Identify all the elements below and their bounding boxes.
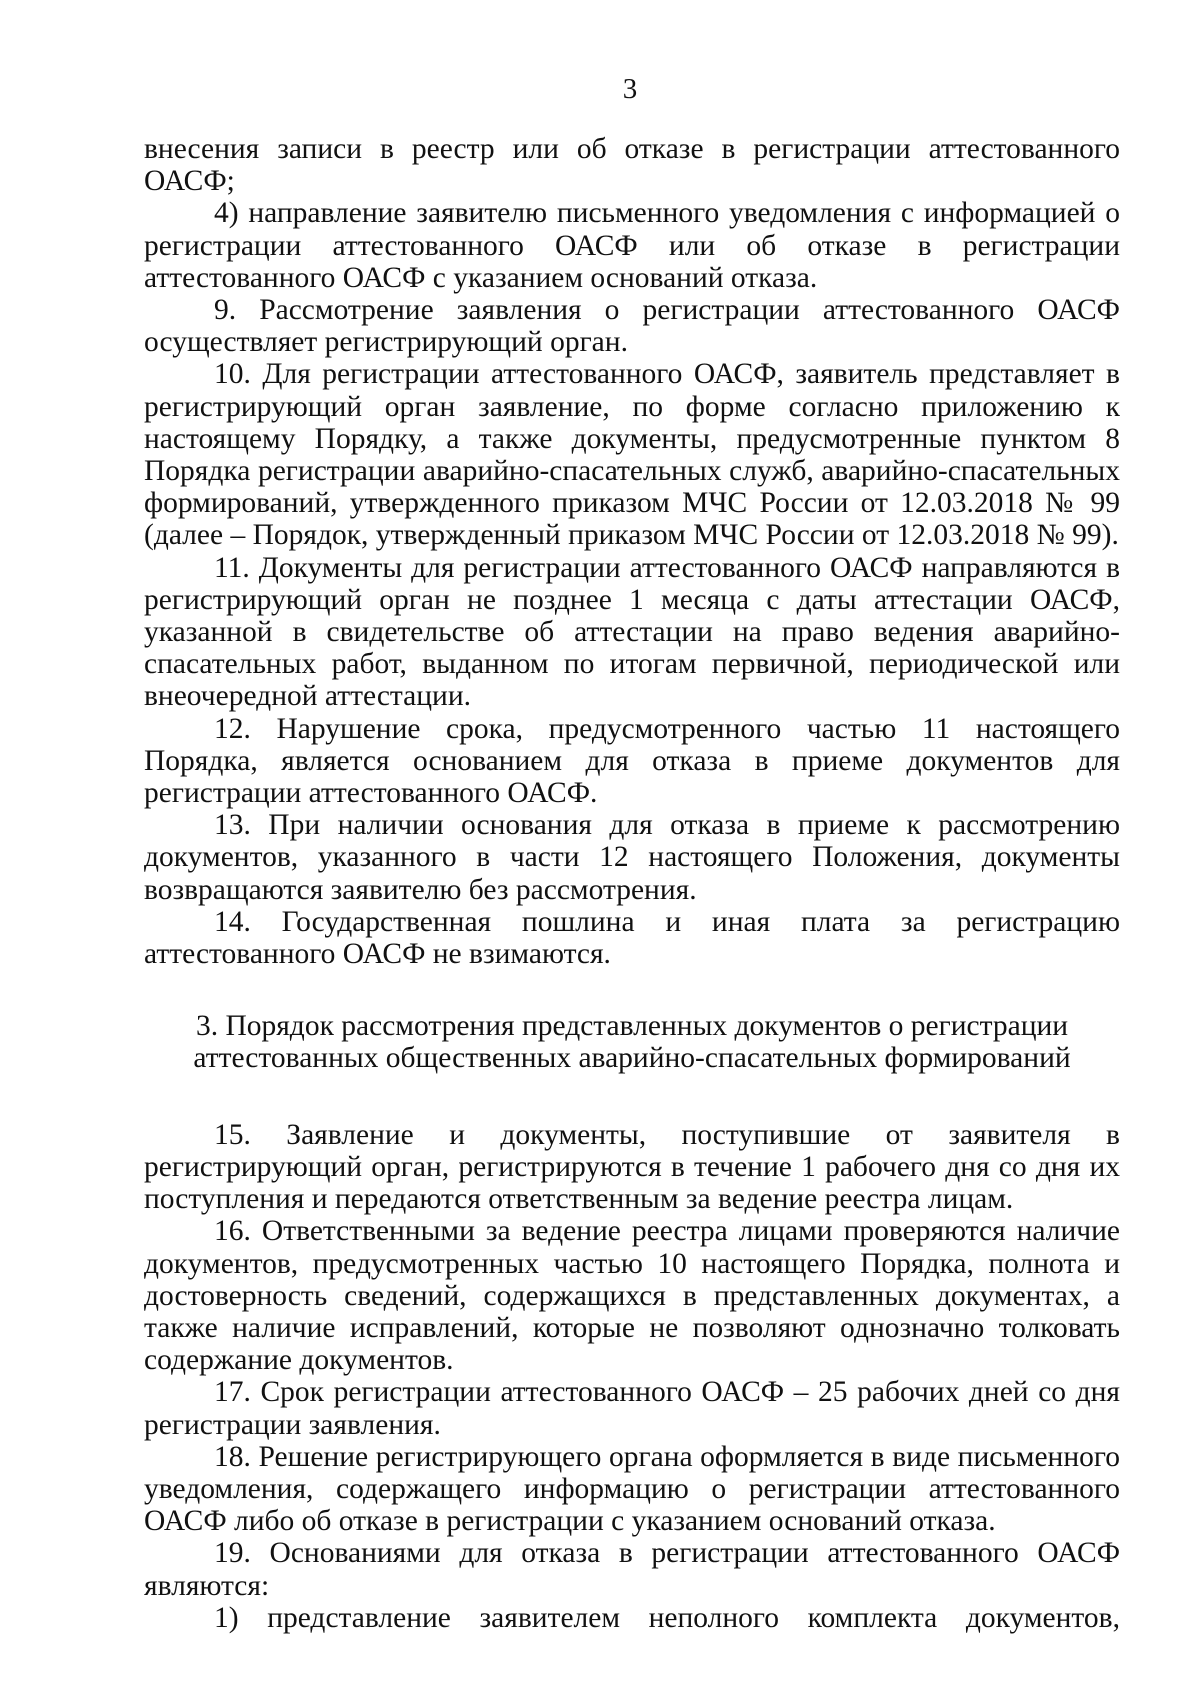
paragraph-19: 19. Основаниями для отказа в регистрации аттестованного ОАСФ являются: [144,1537,1120,1602]
section-heading [144,1010,1120,1074]
paragraph-16: 16. Ответственными за ведение реестра лицами проверяются наличие документов, предусмотренных частью 10 настоящего Порядка, полнота и достоверность сведений, содержащихся в представленных документах, а также наличие исправлений, которые не позволяют однозначно толковать содержание документов. [144,1215,1120,1377]
paragraph-14: 14. Государственная пошлина и иная плата за регистрацию аттестованного ОАСФ не взимаются. [144,905,1120,971]
document-body [144,133,1120,1634]
paragraph-9: 9. Рассмотрение заявления о регистрации аттестованного ОАСФ осуществляет регистрирующий орган. [144,294,1120,359]
paragraph-13: 13. При наличии основания для отказа в приеме к рассмотрению документов, указанного в части 12 настоящего Положения, документы возвращаются заявителю без рассмотрения. [144,809,1120,906]
paragraph-11: 11. Документы для регистрации аттестованного ОАСФ направляются в регистрирующий орган не позднее 1 месяца с даты аттестации ОАСФ, указанной в свидетельстве об аттестации на право ведения аварийно-спасательных работ, выданном по итогам первичной, периодической или внеочередной аттестации. [144,551,1120,713]
paragraph-continuation: внесения записи в реестр или об отказе в регистрации аттестованного ОАСФ; [144,133,1120,198]
paragraph-item-4: 4) направление заявителю письменного уведомления с информацией о регистрации аттестованного ОАСФ или об отказе в регистрации аттестованного ОАСФ с указанием оснований отказа. [144,197,1120,294]
page-number: 3 [622,73,638,105]
paragraph-item-1: 1) представление заявителем неполного комплекта документов, [214,1601,1120,1634]
paragraph-12: 12. Нарушение срока, предусмотренного частью 11 настоящего Порядка, является основанием для отказа в приеме документов для регистрации аттестованного ОАСФ. [144,712,1120,810]
paragraph-10: 10. Для регистрации аттестованного ОАСФ, заявитель представляет в регистрирующий орган заявление, по форме согласно приложению к настоящему Порядку, а также документы, предусмотренные пунктом 8 Порядка регистрации аварийно-спасательных служб, аварийно-спасательных формирований, утвержденного приказом МЧС России от 12.03.2018 № 99 (далее – Порядок, утвержденный приказом МЧС России от 12.03.2018 № 99). [144,358,1120,552]
paragraph-15: 15. Заявление и документы, поступившие от заявителя в регистрирующий орган, регистрируются в течение 1 рабочего дня со дня их поступления и передаются ответственным за ведение реестра лицам. [144,1118,1120,1216]
paragraph-17: 17. Срок регистрации аттестованного ОАСФ – 25 рабочих дней со дня регистрации заявления. [144,1376,1120,1441]
section-heading-line-2: аттестованных общественных аварийно-спасательных формирований [193,1042,1071,1075]
section-heading-line-1: 3. Порядок рассмотрения представленных документов о регистрации [195,1010,1069,1043]
paragraph-18: 18. Решение регистрирующего органа оформляется в виде письменного уведомления, содержащего информацию о регистрации аттестованного ОАСФ либо об отказе в регистрации с указанием оснований отказа. [144,1440,1120,1538]
